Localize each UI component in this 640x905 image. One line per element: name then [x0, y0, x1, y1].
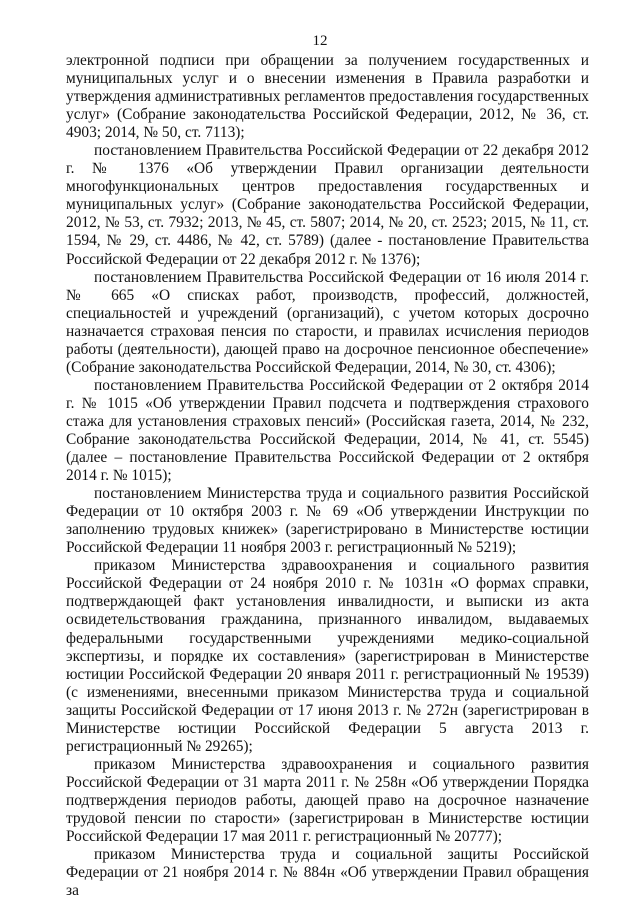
paragraph-resolution-69: постановлением Министерства труда и социального развития Российской Федерации от 10 октября 2003 г. № 69 «Об утверждении Инструкции по заполнению трудовых книжек» (зарегистрировано в Министерстве юстиции Российской Федерации 11 ноября 2003 г. регистрационный № 5219); — [66, 485, 589, 557]
paragraph-order-258n: приказом Министерства здравоохранения и социального развития Российской Федерации от 31 марта 2011 г. № 258н «Об утверждении Порядка подтверждения периодов работы, дающей право на досрочное назначение трудовой пенсии по старости» (зарегистрирован в Министерстве юстиции Российской Федерации 17 мая 2011 г. регистрационный № 20777); — [66, 755, 589, 846]
document-body — [66, 52, 589, 900]
paragraph-order-884n: приказом Министерства труда и социальной защиты Российской Федерации от 21 ноября 2014 г. № 884н «Об утверждении Правил обращения за — [66, 846, 589, 900]
paragraph-decree-665: постановлением Правительства Российской Федерации от 16 июля 2014 г. № 665 «О списках работ, производств, профессий, должностей, специальностей и учреждений (организаций), с учетом которых досрочно назначается страховая пенсия по старости, и правилах исчисления периодов работы (деятельности), дающей право на досрочное пенсионное обеспечение» (Собрание законодательства Российской Федерации, 2014, № 30, ст. 4306); — [66, 268, 589, 376]
paragraph-decree-1015: постановлением Правительства Российской Федерации от 2 октября 2014 г. № 1015 «Об утверждении Правил подсчета и подтверждения страхового стажа для установления страховых пенсий» (Российская газета, 2014, № 232, Собрание законодательства Российской Федерации, 2014, № 41, ст. 5545) (далее – постановление Правительства Российской Федерации от 2 октября 2014 г. № 1015); — [66, 376, 589, 485]
paragraph-decree-1376: постановлением Правительства Российской Федерации от 22 декабря 2012 г. № 1376 «Об утверждении Правил организации деятельности многофункциональных центров предоставления государственных и муниципальных услуг» (Собрание законодательства Российской Федерации, 2012, № 53, ст. 7932; 2013, № 45, ст. 5807; 2014, № 20, ст. 2523; 2015, № 11, ст. 1594, № 29, ст. 4486, № 42, ст. 5789) (далее - постановление Правительства Российской Федерации от 22 декабря 2012 г. № 1376); — [66, 142, 589, 268]
paragraph-order-1031n: приказом Министерства здравоохранения и социального развития Российской Федерации от 24 ноября 2010 г. № 1031н «О формах справки, подтверждающей факт установления инвалидности, и выписки из акта освидетельствования гражданина, признанного инвалидом, выдаваемых федеральными государственными учреждениями медико-социальной экспертизы, и порядке их составления» (зарегистрирован в Министерстве юстиции Российской Федерации 20 января 2011 г. регистрационный № 19539) (с изменениями, внесенными приказом Министерства труда и социальной защиты Российской Федерации от 17 июня 2013 г. № 272н (зарегистрирован в Министерстве юстиции Российской Федерации 5 августа 2013 г. регистрационный № 29265); — [66, 557, 589, 755]
paragraph-continuation: электронной подписи при обращении за получением государственных и муниципальных услуг и о внесении изменения в Правила разработки и утверждения административных регламентов предоставления государственных услуг» (Собрание законодательства Российской Федерации, 2012, № 36, ст. 4903; 2014, № 50, ст. 7113); — [66, 52, 589, 142]
page-number: 12 — [312, 33, 328, 49]
